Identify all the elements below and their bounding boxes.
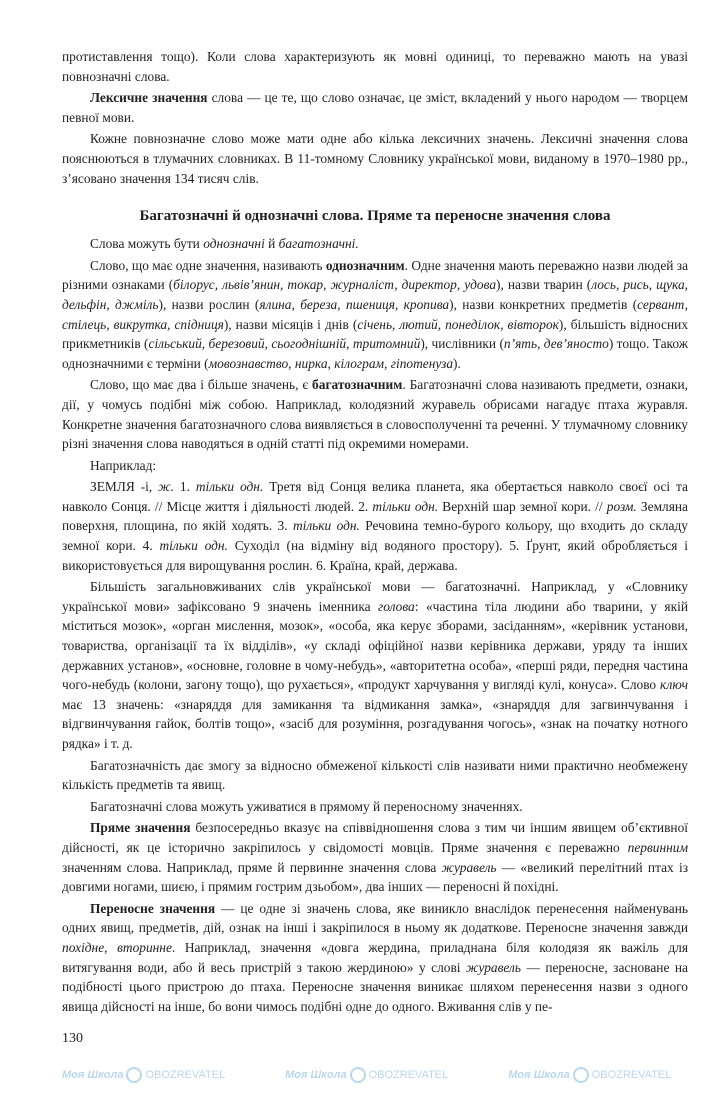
italic-text: ключ (659, 677, 688, 693)
paragraph (62, 477, 688, 575)
text-run: . Багатозначні слова називають предмети, ознаки, дії, у чомусь подібні між собою. Наприклад, колодязний журавель обрисами нагадує птаха журавля. Конкретне значення багатозначного слова виявляється в словосполученні та реченні. У тлумачному словнику різні значення слова наводяться в одній статті під окремими номерами. (62, 377, 688, 452)
text-run: — переносне, засноване на подібності цього пристрою до птаха. Переносне значення виникає шляхом перенесення назви з одного явища дійсності на інше, бо вони чимось подібні одне до одного. Вживання слів у пе- (62, 959, 688, 1014)
bold-term: Переносне значення (90, 900, 216, 916)
paragraph (62, 899, 688, 1017)
text-run: Речовина темно-бурого кольору, що входить до складу земної кори. 4. (62, 518, 688, 554)
text-run: ), назви тварин ( (496, 277, 592, 293)
text-run: ) тощо. Також однозначними є терміни ( (62, 336, 688, 371)
text-run: Наприклад: (90, 457, 157, 473)
watermark (62, 1066, 225, 1084)
italic-text: білорус, львів’янин, токар, журналіст, директор, удова (173, 277, 497, 293)
italic-text: січень, лютий, понеділок, вівторок (357, 316, 559, 332)
text-run: Верхній шар земної кори. // (438, 498, 607, 514)
text-run: ), назви конкретних предметів ( (449, 296, 638, 312)
text-run: має 13 значень: «знаряддя для замикання та відмикання замка», «знаряддя для загвинчування і відгвинчування гайок, болтів тощо», «засіб для розуміння, розгадування чогось», «знак на початку нотного рядка» і т. д. (62, 696, 688, 751)
italic-text: тільки одн. (195, 479, 264, 495)
text-run: Слово, що має два і більше значень, є (90, 377, 313, 393)
watermark-logo-icon (350, 1067, 366, 1083)
bold-term: однозначним (325, 257, 405, 273)
text-run: ), назви місяців і днів ( (223, 316, 358, 332)
italic-text: мовознавство, нирка, кілограм, гіпотенуза (208, 355, 454, 371)
text-run: . Одне значення мають переважно назви людей за різними ознаками ( (62, 257, 689, 293)
paragraph (62, 234, 688, 254)
italic-text: лось, рись, щука, дельфін, джміль (62, 277, 688, 312)
page-number: 130 (62, 1031, 83, 1047)
watermark-layer (62, 1066, 688, 1094)
text-run: Багатозначні слова можуть уживатися в прямому й переносному значеннях. (90, 798, 523, 814)
italic-text: ялина, береза, пшениця, кропива (259, 296, 450, 312)
text-run: 1. (173, 479, 196, 495)
text-run: : «частина тіла людини або тварини, у якій міститься мозок», «орган мислення, мозок», «особа, яка керує зборами, засіданням», «керівник установи, товариства, організації та їх відділів», «у складі офіційної назви керівника держави, уряду та інших державних установ», «основне, головне в чому-небудь», «авторитетна особа», «перші ряди, передня частина чого-небудь (колони, загону тощо), що рухається», «продукт харчування у вигляді кулі, конуса». Слово (62, 598, 688, 693)
text-run: значенням слова. Наприклад, пряме й первинне значення слова (62, 859, 442, 875)
text-run: ), назви рослин ( (158, 296, 260, 312)
text-run: — «великий перелітний птах із довгими ногами, шиєю, і прямим гострим дзьобом», два інших — переносні й похідні. (62, 859, 688, 895)
paragraph (62, 797, 688, 817)
text-run: Суходіл (на відміну від водяного простору). 5. Ґрунт, який обробляється і використовується для вирощування рослин. 6. Країна, край, держава. (62, 538, 688, 573)
paragraph (62, 818, 688, 896)
watermark-logo-icon (126, 1067, 142, 1083)
text-run: Кожне повнозначне слово може мати одне або кілька лексичних значень. Лексичні значення слова пояснюються в тлумачних словниках. В 11-томному Словнику української мови, виданому в 1970–1980 рр., з’ясовано значення 134 тисяч слів. (62, 131, 688, 186)
watermark-brand: OBOZREVATEL (591, 1069, 672, 1082)
italic-text: сільський, березовий, сьогоднішній, тритомний (148, 336, 421, 352)
italic-text: п’ять, дев’яносто (503, 336, 609, 352)
paragraph (62, 756, 688, 795)
text-run: ЗЕМЛЯ -і, (90, 479, 159, 495)
text-run: безпосередньо вказує на співвідношення слова з тим чи іншим явищем об’єктивної дійсності, як це історично закріпилось у свідомості мовців. Пряме значення є переважно (62, 820, 688, 855)
italic-text: багатозначні. (278, 236, 359, 252)
text-run: ). (453, 355, 461, 371)
italic-text: журавель (465, 959, 521, 975)
italic-text: голова (378, 598, 415, 614)
paragraph (62, 456, 688, 476)
watermark-school: Моя Школа (62, 1069, 124, 1082)
italic-text: похідне, вторинне (62, 939, 172, 955)
italic-text: первинним (627, 839, 688, 855)
italic-text: ж. (158, 479, 174, 495)
text-run: протиставлення тощо). Коли слова характеризують як мовні одиниці, то переважно мають на увазі повнозначні слова. (62, 49, 688, 84)
section-body (62, 234, 688, 1016)
paragraph (62, 375, 688, 453)
bold-term: багатозначним (312, 377, 403, 393)
bold-term: Лексичне значення (90, 90, 208, 106)
watermark-school: Моя Школа (285, 1069, 347, 1082)
watermark-brand: OBOZREVATEL (145, 1069, 226, 1082)
italic-text: тільки одн. (292, 518, 360, 534)
text-run: Третя від Сонця велика планета, яка обертається навколо своєї осі та навколо Сонця. // Місце життя і діяльності людей. 2. (62, 479, 688, 514)
text-run: Більшість загальновживаних слів української мови — багатозначні. Наприклад, у «Словнику української мови» зафіксовано 9 значень іменника (62, 579, 688, 614)
paragraph (62, 577, 688, 753)
paragraph (62, 47, 688, 86)
text-run: — це одне зі значень слова, яке виникло внаслідок перенесення найменувань одних явищ, предметів, дій, ознак на інші і закріпилося в ньому як додаткове. Переносне значення завжди (62, 900, 688, 936)
paragraph (62, 88, 688, 127)
bold-term: Пряме значення (90, 820, 191, 836)
text-run: Земляна поверхня, площина, по якій ходять. 3. (62, 498, 688, 534)
text-run: ), числівники ( (420, 336, 504, 352)
paragraph (62, 256, 688, 374)
italic-text: розм. (606, 498, 637, 514)
section-heading: Багатозначні й однозначні слова. Пряме та переносне значення слова (139, 208, 611, 225)
text-run: ), більшість відносних прикметників ( (62, 316, 689, 352)
watermark-school: Моя Школа (508, 1069, 570, 1082)
text-run: слова — це те, що слово означає, це зміст, вкладений у нього народом — творцем певної мови. (62, 90, 689, 125)
watermark-brand: OBOZREVATEL (368, 1069, 449, 1082)
textbook-page (62, 0, 688, 1094)
text-run: Слова можуть бути (90, 236, 204, 252)
text-run: й (264, 236, 279, 252)
italic-text: журавель (441, 859, 497, 875)
text-run: . Наприклад, значення «довга жердина, приладнана біля колодязя як важіль для витягування води, або й весь пристрій з такою жердиною» у слові (62, 939, 688, 975)
text-run: Слово, що має одне значення, називають (90, 257, 326, 273)
watermark (508, 1066, 671, 1084)
italic-text: однозначні (203, 236, 265, 252)
text-run: Багатозначність дає змогу за відносно обмеженої кількості слів називати ними практично необмежену кількість предметів та явищ. (62, 757, 688, 793)
italic-text: тільки одн. (159, 538, 228, 554)
paragraph (62, 129, 688, 188)
intro-paragraphs (62, 47, 688, 188)
watermark (285, 1066, 448, 1084)
italic-text: сервант, стілець, викрутка, спідниця (62, 296, 688, 332)
watermark-logo-icon (573, 1067, 589, 1083)
italic-text: тільки одн. (372, 498, 439, 514)
